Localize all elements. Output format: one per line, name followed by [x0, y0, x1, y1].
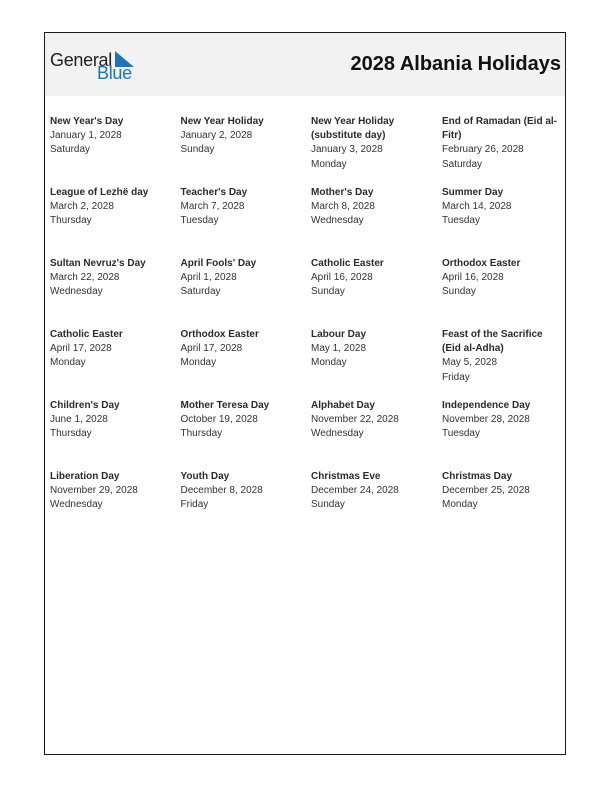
holiday-entry: [181, 115, 312, 186]
holiday-weekday: Sunday: [311, 499, 345, 511]
holiday-weekday: Wednesday: [50, 499, 103, 511]
holiday-date: November 22, 2028: [311, 414, 399, 426]
holiday-date: January 3, 2028: [311, 144, 383, 156]
holiday-name: Labour Day: [311, 329, 367, 340]
holiday-name: Catholic Easter: [311, 258, 384, 269]
holiday-date: May 5, 2028: [442, 357, 498, 369]
holiday-name: Summer Day: [442, 187, 504, 198]
holiday-entry: [50, 328, 181, 399]
holiday-entry: [181, 399, 312, 470]
holiday-name: Christmas Day: [442, 471, 513, 482]
holiday-entry: [181, 257, 312, 328]
holiday-date: November 28, 2028: [442, 414, 530, 426]
holiday-name: Catholic Easter: [50, 329, 123, 340]
holiday-grid: [50, 115, 565, 541]
holiday-weekday: Sunday: [180, 144, 215, 156]
holiday-weekday: Friday: [442, 371, 470, 383]
holiday-entry: [311, 328, 442, 399]
holiday-entry: [311, 470, 442, 541]
holiday-name: Orthodox Easter: [180, 329, 259, 340]
holiday-weekday: Wednesday: [311, 428, 364, 440]
holiday-date: January 2, 2028: [180, 130, 253, 142]
holiday-weekday: Thursday: [50, 428, 92, 440]
holiday-date: March 7, 2028: [180, 201, 245, 213]
holiday-entry: [311, 257, 442, 328]
brand-logo: [50, 50, 140, 84]
holiday-date: March 2, 2028: [50, 201, 114, 213]
holiday-date: April 17, 2028: [50, 343, 112, 355]
holiday-entry: [50, 257, 181, 328]
holiday-weekday: Saturday: [442, 158, 483, 170]
holiday-weekday: Thursday: [50, 215, 92, 227]
holiday-weekday: Saturday: [50, 144, 91, 156]
holiday-entry: [181, 470, 312, 541]
holiday-date: April 16, 2028: [442, 272, 504, 284]
holiday-date: March 22, 2028: [50, 272, 120, 284]
holiday-date: May 1, 2028: [311, 343, 367, 355]
holiday-date: December 25, 2028: [442, 485, 530, 497]
holiday-name: Orthodox Easter: [442, 258, 521, 269]
holiday-name: Youth Day: [180, 471, 230, 482]
holiday-name: Mother's Day: [311, 187, 374, 198]
holiday-name: Feast of the Sacrifice (Eid al-Adha): [442, 329, 543, 355]
holiday-weekday: Saturday: [180, 286, 221, 298]
holiday-entry: [311, 186, 442, 257]
holiday-weekday: Sunday: [311, 286, 345, 298]
holiday-date: February 26, 2028: [442, 144, 524, 156]
holiday-name: Mother Teresa Day: [180, 400, 270, 411]
holiday-name: New Year Holiday (substitute day): [311, 116, 395, 142]
holiday-date: December 8, 2028: [180, 485, 263, 497]
page-title: 2028 Albania Holidays: [350, 53, 561, 75]
holiday-entry: [442, 399, 565, 470]
holiday-name: Liberation Day: [50, 471, 120, 482]
holiday-date: April 16, 2028: [311, 272, 373, 284]
holiday-weekday: Monday: [442, 499, 478, 511]
holiday-weekday: Tuesday: [442, 428, 480, 440]
holiday-name: League of Lezhë day: [50, 187, 149, 198]
holiday-entry: [442, 328, 565, 399]
page-frame: [44, 32, 566, 755]
holiday-date: April 17, 2028: [180, 343, 243, 355]
holiday-entry: [442, 115, 565, 186]
holiday-name: Independence Day: [442, 400, 531, 411]
holiday-weekday: Monday: [311, 357, 347, 369]
header-band: [45, 33, 565, 96]
holiday-date: March 14, 2028: [442, 201, 512, 213]
holiday-entry: [50, 470, 181, 541]
holiday-name: Sultan Nevruz's Day: [50, 258, 146, 269]
holiday-name: End of Ramadan (Eid al-Fitr): [442, 116, 558, 142]
holiday-weekday: Thursday: [180, 428, 223, 440]
holiday-weekday: Wednesday: [50, 286, 103, 298]
holiday-date: June 1, 2028: [50, 414, 108, 426]
holiday-entry: [311, 399, 442, 470]
holiday-entry: [50, 399, 181, 470]
holiday-date: December 24, 2028: [311, 485, 399, 497]
holiday-entry: [50, 115, 181, 186]
holiday-weekday: Monday: [50, 357, 86, 369]
holiday-name: Alphabet Day: [311, 400, 375, 411]
holiday-entry: [181, 186, 312, 257]
holiday-name: Teacher's Day: [180, 187, 248, 198]
holiday-date: October 19, 2028: [180, 414, 258, 426]
holiday-date: November 29, 2028: [50, 485, 138, 497]
holiday-weekday: Wednesday: [311, 215, 364, 227]
holiday-date: March 8, 2028: [311, 201, 375, 213]
holiday-entry: [311, 115, 442, 186]
holiday-date: January 1, 2028: [50, 130, 122, 142]
holiday-weekday: Monday: [180, 357, 217, 369]
holiday-name: New Year's Day: [50, 116, 124, 127]
holiday-weekday: Tuesday: [180, 215, 219, 227]
holiday-entry: [442, 470, 565, 541]
holiday-entry: [442, 257, 565, 328]
holiday-name: Christmas Eve: [311, 471, 381, 482]
holiday-entry: [442, 186, 565, 257]
holiday-name: New Year Holiday: [180, 116, 264, 127]
holiday-date: April 1, 2028: [180, 272, 237, 284]
holiday-entry: [181, 328, 312, 399]
holiday-name: Children's Day: [50, 400, 120, 411]
logo-word-general: General: [50, 50, 112, 70]
holiday-weekday: Sunday: [442, 286, 476, 298]
holiday-weekday: Friday: [180, 499, 209, 511]
holiday-weekday: Monday: [311, 158, 347, 170]
logo-word-blue: Blue: [97, 63, 132, 83]
holiday-entry: [50, 186, 181, 257]
holiday-weekday: Tuesday: [442, 215, 480, 227]
holiday-name: April Fools' Day: [180, 258, 257, 269]
